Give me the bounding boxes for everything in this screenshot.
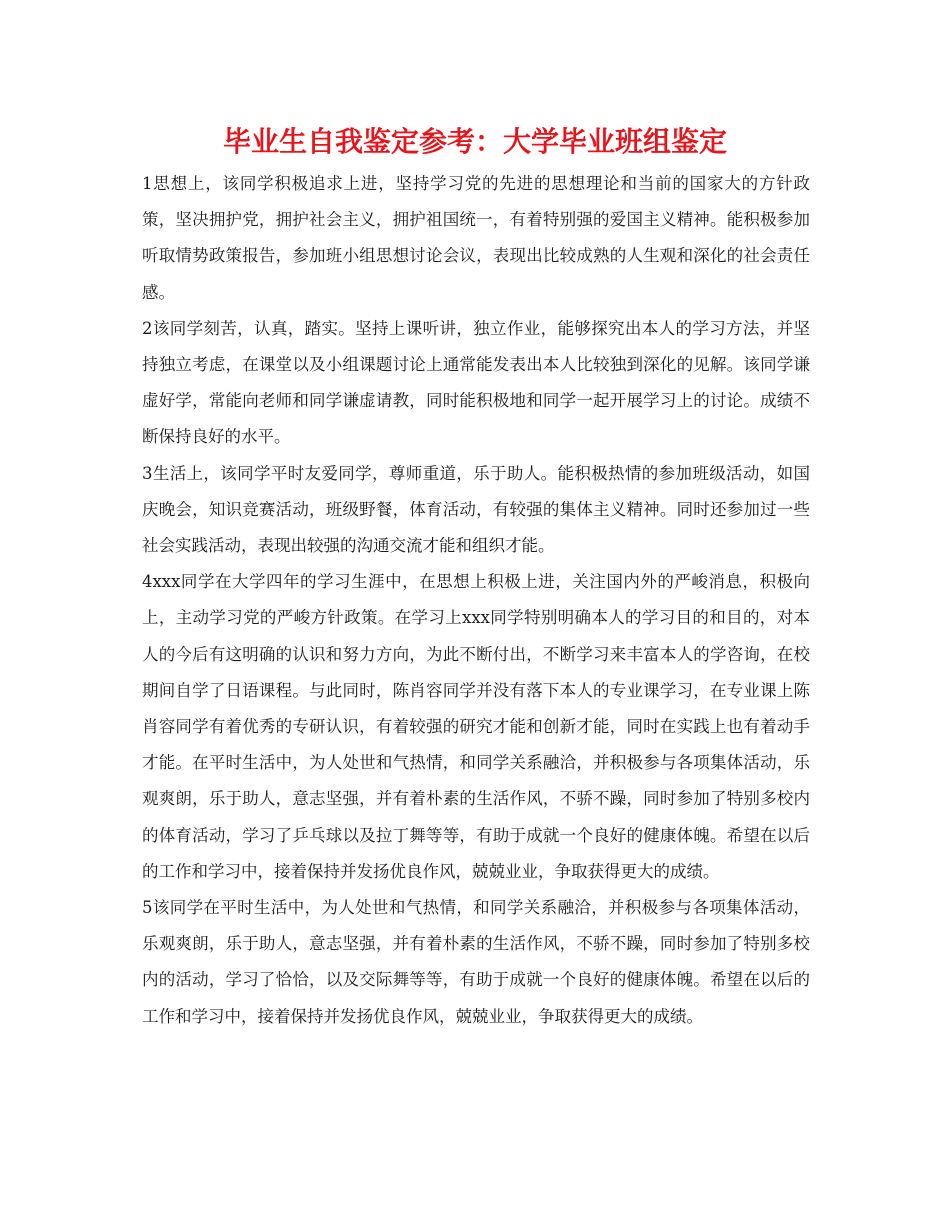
paragraph-4: 4xxx同学在大学四年的学习生涯中，在思想上积极上进，关注国内外的严峻消息，积极向上，主动学习党的严峻方针政策。在学习上xxx同学特别明确本人的学习目的和目的，对本人的今后有这明确的认识和努力方向，为此不断付出，不断学习来丰富本人的学咨询，在校期间自学了日语课程。与此同时，陈肖容同学并没有落下本人的专业课学习，在专业课上陈肖容同学有着优秀的专研认识，有着较强的研究才能和创新才能，同时在实践上也有着动手才能。在平时生活中，为人处世和气热情，和同学关系融洽，并积极参与各项集体活动，乐观爽朗，乐于助人，意志坚强，并有着朴素的生活作风，不骄不躁，同时参加了特别多校内的体育活动，学习了乒乓球以及拉丁舞等等，有助于成就一个良好的健康体魄。希望在以后的工作和学习中，接着保持并发扬优良作风，兢兢业业，争取获得更大的成绩。 [142,572,810,881]
document-title: 毕业生自我鉴定参考：大学毕业班组鉴定 [222,125,727,158]
document-body [142,166,810,1035]
paragraph-2: 2该同学刻苦，认真，踏实。坚持上课听讲，独立作业，能够探究出本人的学习方法，并坚持独立考虑，在课堂以及小组课题讨论上通常能发表出本人比较独到深化的见解。该同学谦虚好学，常能向老师和同学谦虚请教，同时能积极地和同学一起开展学习上的讨论。成绩不断保持良好的水平。 [142,318,810,447]
paragraph-1: 1思想上，该同学积极追求上进，坚持学习党的先进的思想理论和当前的国家大的方针政策，坚决拥护党，拥护社会主义，拥护祖国统一，有着特别强的爱国主义精神。能积极参加听取情势政策报告，参加班小组思想讨论会议，表现出比较成熟的人生观和深化的社会责任感。 [142,174,810,302]
paragraph-5: 5该同学在平时生活中，为人处世和气热情，和同学关系融洽，并积极参与各项集体活动，乐观爽朗，乐于助人，意志坚强，并有着朴素的生活作风，不骄不躁，同时参加了特别多校内的活动，学习了恰恰，以及交际舞等等，有助于成就一个良好的健康体魄。希望在以后的工作和学习中，接着保持并发扬优良作风，兢兢业业，争取获得更大的成绩。 [142,898,810,1026]
paragraph-3: 3生活上，该同学平时友爱同学，尊师重道，乐于助人。能积极热情的参加班级活动，如国庆晚会，知识竞赛活动，班级野餐，体育活动，有较强的集体主义精神。同时还参加过一些社会实践活动，表现出较强的沟通交流才能和组织才能。 [142,463,810,556]
